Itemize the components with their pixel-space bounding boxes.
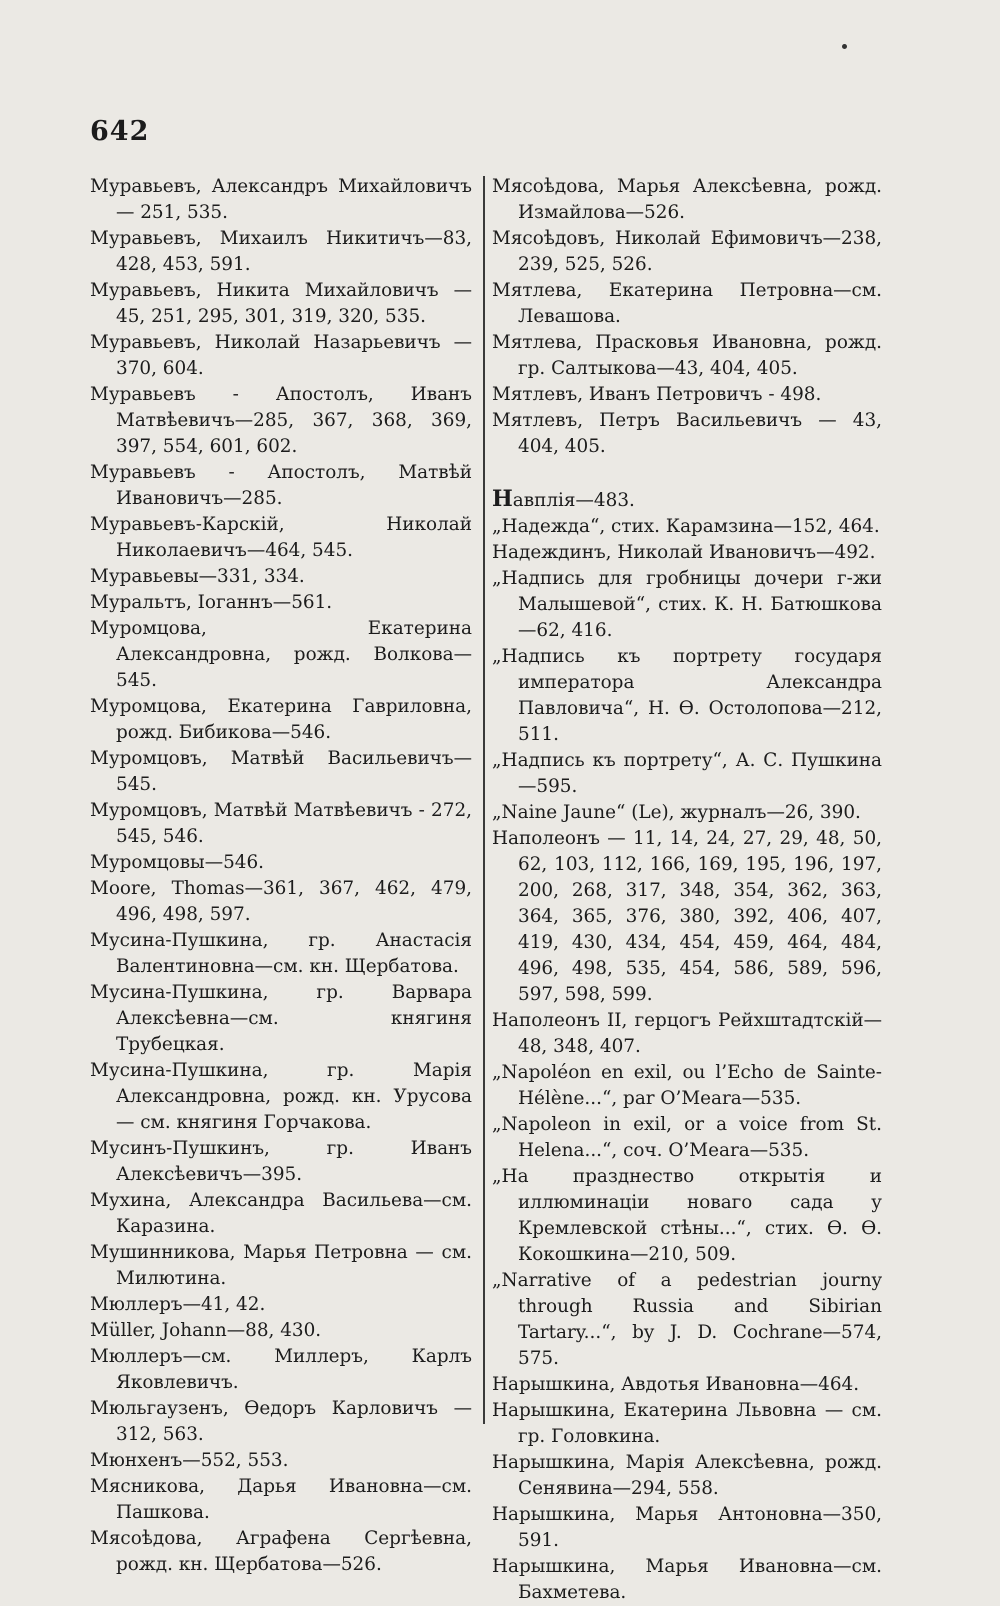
- index-entry: Наполеонъ — 11, 14, 24, 27, 29, 48, 50, 62, 103, 112, 166, 169, 195, 196, 197, 200, 268, 317, 348, 354, 362, 363, 364, 365, 376, 380, 392, 406, 407, 419, 430, 434, 454, 459, 464, 484, 496, 498, 535, 454, 586, 589, 596, 597, 598, 599.: [492, 828, 882, 1005]
- index-entry: Муральтъ, Іоганнъ—561.: [90, 592, 333, 613]
- section-first-entry-text: авплія—483.: [512, 490, 635, 511]
- index-entry: Нарышкина, Марья Ивановна—см. Бахметева.: [492, 1556, 882, 1603]
- index-entry: „Надпись къ портрету“, А. С. Пушкина—595.: [492, 750, 882, 797]
- column-divider: [483, 176, 485, 1424]
- index-entry: Муравьевъ, Александръ Михайловичъ — 251, 535.: [90, 176, 472, 223]
- index-entry: „Narrative of a pedestrian journy through Russia and Sibirian Tartary...“, by J. D. Cochrane—574, 575.: [492, 1270, 882, 1369]
- index-entry: Муравьевы—331, 334.: [90, 566, 305, 587]
- right-column: [492, 174, 882, 1606]
- index-entry: Мятлева, Екатерина Петровна—см. Левашова.: [492, 280, 882, 327]
- index-entry: Муравьевъ-Карскій, Николай Николаевичъ—464, 545.: [90, 514, 472, 561]
- index-entry: Мясоѣдовъ, Николай Ефимовичъ—238, 239, 525, 526.: [492, 228, 882, 275]
- index-entry: Мухина, Александра Васильева—см. Каразина.: [90, 1190, 472, 1237]
- index-entry: Муромцовы—546.: [90, 852, 265, 873]
- index-entry: Муромцовъ, Матвѣй Матвѣевичъ - 272, 545, 546.: [90, 800, 472, 847]
- index-entry: Муромцова, Екатерина Гавриловна, рожд. Бибикова—546.: [90, 696, 472, 743]
- index-entry: Мушинникова, Марья Петровна — см. Милютина.: [90, 1242, 472, 1289]
- index-entry: Муравьевъ, Николай Назарьевичъ — 370, 604.: [90, 332, 472, 379]
- index-entry: „Надпись для гробницы дочери г-жи Малышевой“, стих. К. Н. Батюшкова—62, 416.: [492, 568, 882, 641]
- index-entry: Мусина-Пушкина, гр. Варвара Алексѣевна—см. княгиня Трубецкая.: [90, 982, 472, 1055]
- index-entry: „Надпись къ портрету государя императора Александра Павловича“, Н. Ѳ. Остолопова—212, 511.: [492, 646, 882, 745]
- index-entry: Наполеонъ II, герцогъ Рейхштадтскій—48, 348, 407.: [492, 1010, 882, 1057]
- index-entry: „Надежда“, стих. Карамзина—152, 464.: [492, 516, 880, 537]
- index-entry: „На празднество открытія и иллюминаціи новаго сада у Кремлевской стѣны...“, стих. Ѳ. Ѳ. Кокошкина—210, 509.: [492, 1166, 882, 1265]
- index-entry: Муромцовъ, Матвѣй Васильевичъ—545.: [90, 748, 472, 795]
- index-entry: Муравьевъ, Михаилъ Никитичъ—83, 428, 453, 591.: [90, 228, 472, 275]
- section-letter: Н: [492, 486, 513, 512]
- index-entry: Мусина-Пушкина, гр. Марія Александровна, рожд. кн. Урусова — см. княгиня Горчакова.: [90, 1060, 472, 1133]
- index-entry: Нарышкина, Марья Антоновна—350, 591.: [492, 1504, 882, 1551]
- index-entry: Мусинъ-Пушкинъ, гр. Иванъ Алексѣевичъ—395.: [90, 1138, 472, 1185]
- ink-speck: [842, 44, 847, 49]
- index-entry: Муравьевъ - Апостолъ, Иванъ Матвѣевичъ—285, 367, 368, 369, 397, 554, 601, 602.: [90, 384, 472, 457]
- index-entry: Мятлевъ, Петръ Васильевичъ — 43, 404, 405.: [492, 410, 882, 457]
- index-entry: „Naine Jaune“ (Le), журналъ—26, 390.: [492, 802, 861, 823]
- index-entry: Мусина-Пушкина, гр. Анастасія Валентиновна—см. кн. Щербатова.: [90, 930, 472, 977]
- index-entry: Муравьевъ, Никита Михайловичъ — 45, 251, 295, 301, 319, 320, 535.: [90, 280, 472, 327]
- index-entry: Müller, Johann—88, 430.: [90, 1320, 322, 1341]
- index-entry: Мятлева, Прасковья Ивановна, рожд. гр. Салтыкова—43, 404, 405.: [492, 332, 882, 379]
- index-entry: Нарышкина, Марія Алексѣевна, рожд. Сенявина—294, 558.: [492, 1452, 882, 1499]
- index-entry: „Napoleon in exil, or a voice from St. Helena...“, соч. O’Meara—535.: [492, 1114, 882, 1161]
- index-entry: „Napoléon en exil, ou l’Echo de Sainte-Hélène...“, par O’Meara—535.: [492, 1062, 882, 1109]
- index-entry: Нарышкина, Екатерина Львовна — см. гр. Головкина.: [492, 1400, 882, 1447]
- index-entry: Мясоѣдова, Аграфена Сергѣевна, рожд. кн. Щербатова—526.: [90, 1528, 472, 1575]
- index-entry: Moore, Thomas—361, 367, 462, 479, 496, 498, 597.: [90, 878, 472, 925]
- index-entry: Надеждинъ, Николай Ивановичъ—492.: [492, 542, 876, 563]
- index-entry: Мясоѣдова, Марья Алексѣевна, рожд. Измайлова—526.: [492, 176, 882, 223]
- index-entry: Мюллеръ—41, 42.: [90, 1294, 266, 1315]
- section-start-entry: [492, 486, 882, 514]
- index-entry: Нарышкина, Авдотья Ивановна—464.: [492, 1374, 860, 1395]
- left-column: [90, 174, 472, 1578]
- index-entry: Мюнхенъ—552, 553.: [90, 1450, 289, 1471]
- index-entry: Мятлевъ, Иванъ Петровичъ - 498.: [492, 384, 822, 405]
- index-entry: Мюллеръ—см. Миллеръ, Карлъ Яковлевичъ.: [90, 1346, 472, 1393]
- index-entry: Муравьевъ - Апостолъ, Матвѣй Ивановичъ—285.: [90, 462, 472, 509]
- index-entry: Мясникова, Дарья Ивановна—см. Пашкова.: [90, 1476, 472, 1523]
- index-entry: Мюльгаузенъ, Ѳедоръ Карловичъ — 312, 563.: [90, 1398, 472, 1445]
- index-entry: Муромцова, Екатерина Александровна, рожд. Волкова—545.: [90, 618, 472, 691]
- page-number: 642: [90, 116, 150, 147]
